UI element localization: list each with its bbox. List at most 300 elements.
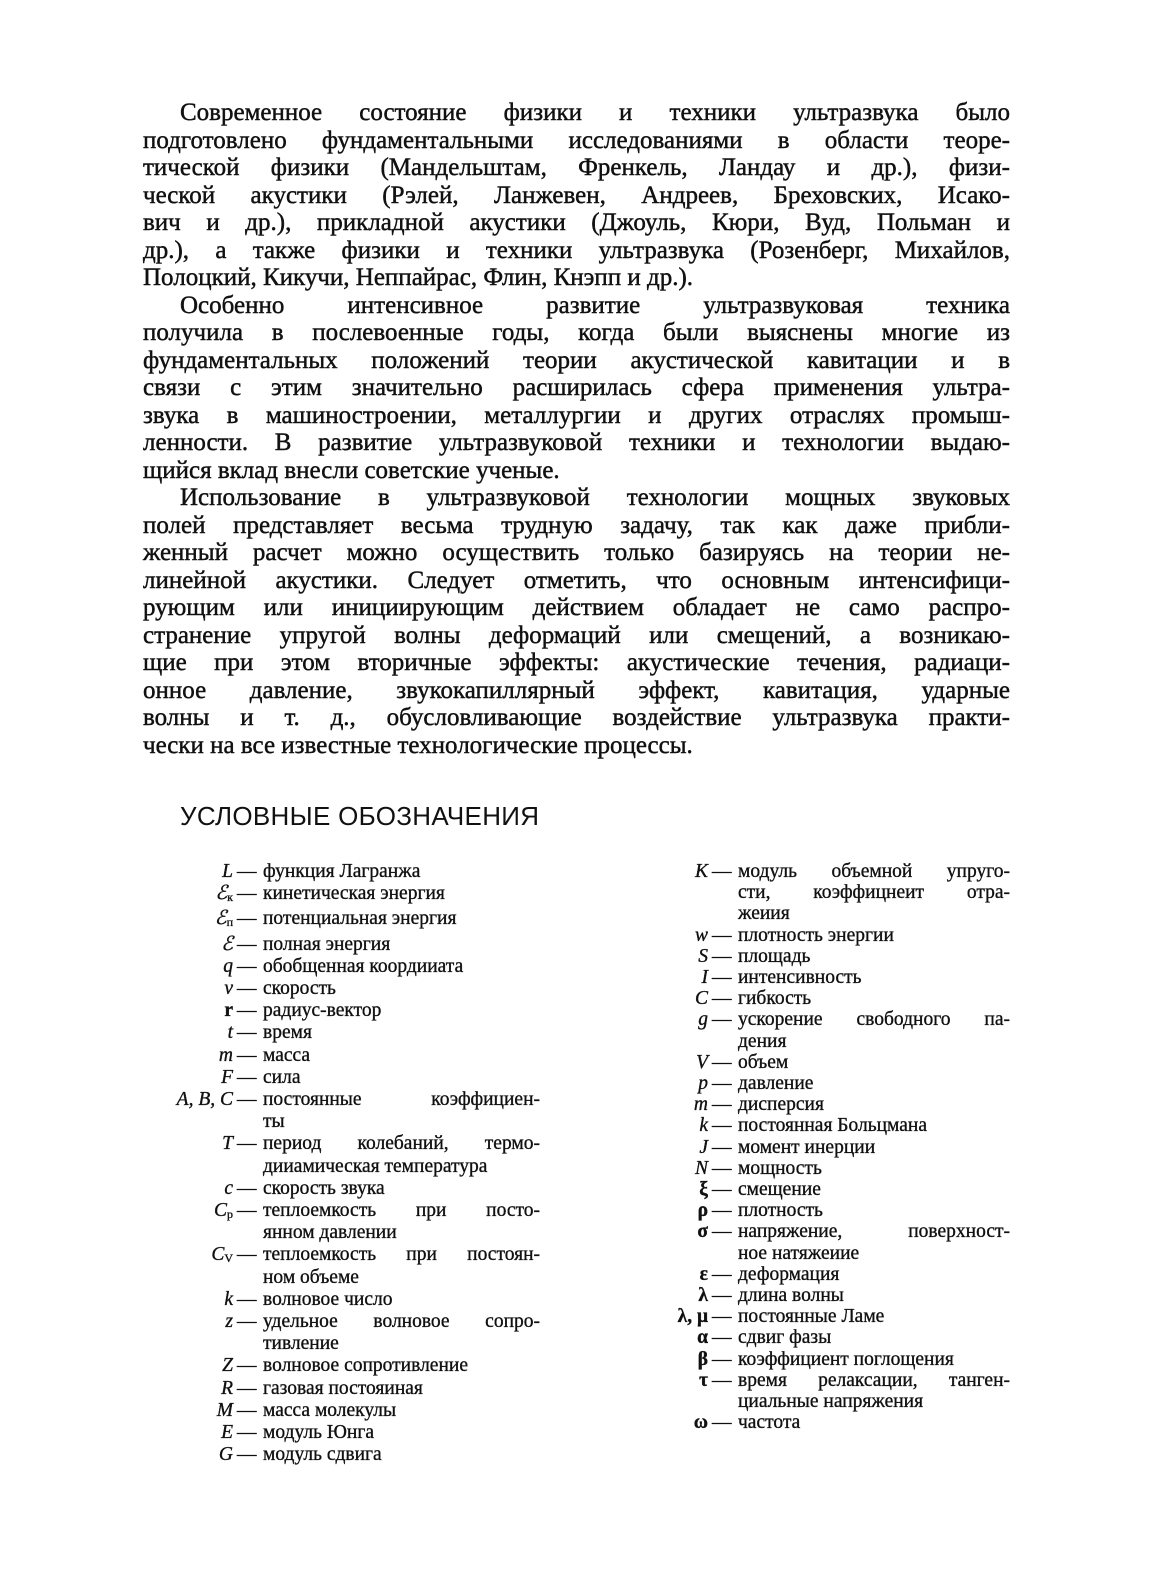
description-line: время релаксации, танген- <box>738 1369 1010 1391</box>
legend-entry <box>640 1285 1010 1306</box>
description-line: дисперсия <box>738 1094 824 1116</box>
legend-symbol <box>140 1378 237 1400</box>
description-line: объем <box>738 1051 789 1073</box>
legend-entry <box>640 1221 1010 1263</box>
text-line: связи с этим значительно расширилась сфера применения ультра- <box>143 374 1010 401</box>
dash: — <box>712 1051 732 1073</box>
legend-symbol <box>640 861 712 925</box>
legend-entry <box>140 1289 540 1311</box>
legend-symbol <box>640 1349 712 1370</box>
description-line: жеиия <box>738 903 790 925</box>
dash: — <box>237 933 257 955</box>
legend-entry <box>640 1073 1010 1094</box>
legend-entry <box>140 1444 540 1466</box>
description-line: напряжение, поверхност- <box>738 1221 1010 1243</box>
dash: — <box>237 1200 257 1222</box>
legend-entry <box>640 1306 1010 1327</box>
legend-description <box>263 1311 540 1355</box>
dash: — <box>237 1444 257 1466</box>
legend-right-column <box>640 861 1010 1433</box>
legend-symbol <box>140 1045 237 1067</box>
legend-entry <box>640 1412 1010 1433</box>
description-line: давление <box>738 1073 814 1095</box>
dash: — <box>237 861 257 882</box>
symbol-main: λ, μ <box>677 1306 708 1328</box>
symbol-main: C <box>211 1244 225 1266</box>
legend-description <box>263 956 540 978</box>
legend-symbol <box>640 1306 712 1327</box>
description-line: постоянные Ламе <box>738 1306 885 1328</box>
legend-entry <box>640 1327 1010 1348</box>
text-line: онное давление, звукокапиллярный эффект, кавитация, ударные <box>143 676 1010 704</box>
legend-entry <box>640 1115 1010 1136</box>
legend-description <box>738 1094 1010 1115</box>
symbol-main: z <box>225 1311 233 1333</box>
symbol-main: E <box>221 1422 233 1444</box>
description-line: период колебаний, термо- <box>263 1133 540 1155</box>
dash: — <box>237 1000 257 1022</box>
legend-description <box>738 1179 1010 1200</box>
legend-entry <box>140 1244 540 1288</box>
legend-description <box>263 1022 540 1044</box>
legend-symbol <box>640 1115 712 1136</box>
legend-entry <box>140 883 540 908</box>
symbol-main: g <box>698 1009 708 1031</box>
symbol-main: ℰ <box>221 933 233 955</box>
legend-symbol <box>140 908 237 933</box>
text-line: Полоцкий, Кикучи, Неппайрас, Флин, Кнэпп и др.). <box>143 264 694 291</box>
symbol-main: v <box>224 978 233 1000</box>
description-line: янном давлении <box>263 1222 397 1244</box>
legend-description <box>738 1052 1010 1073</box>
text-line: волны и т. д., обусловливающие воздействие ультразвука практи- <box>143 704 1010 731</box>
text-line: Современное состояние физики и техники ультразвука было <box>180 99 1010 126</box>
symbol-main: ℰ <box>214 908 227 930</box>
legend-symbol <box>640 988 712 1009</box>
legend-description <box>263 934 540 956</box>
description-line: полная энергия <box>263 933 391 955</box>
legend-entry <box>140 1045 540 1067</box>
legend-description <box>263 1378 540 1400</box>
dash: — <box>237 978 257 1000</box>
legend-description <box>738 925 1010 946</box>
description-line: функция Лагранжа <box>263 861 421 882</box>
text-line: тической физики (Мандельштам, Френкель, Ландау и др.), физи- <box>143 154 1010 181</box>
text-line: рующим или инициирующим действием обладает не само распро- <box>143 594 1010 621</box>
legend-symbol <box>140 1444 237 1466</box>
symbol-main: ε <box>699 1263 708 1285</box>
legend-description <box>263 1289 540 1311</box>
legend-description <box>738 1200 1010 1221</box>
legend-description <box>263 1400 540 1422</box>
description-line: модуль сдвига <box>263 1444 382 1466</box>
legend-description <box>263 1089 540 1133</box>
description-line: дения <box>738 1030 787 1052</box>
dash: — <box>712 1221 732 1243</box>
legend-entry <box>140 861 540 883</box>
symbol-main: T <box>222 1133 233 1155</box>
description-line: кинетическая энергия <box>263 883 445 905</box>
legend-title: УСЛОВНЫЕ ОБОЗНАЧЕНИЯ <box>180 801 540 831</box>
legend-entry <box>640 861 1010 925</box>
legend-entry <box>640 1200 1010 1221</box>
symbol-main: ℰ <box>215 883 228 905</box>
legend-symbol <box>140 1022 237 1044</box>
description-line: плотность энергии <box>738 924 894 946</box>
legend-description <box>738 946 1010 967</box>
description-line: постоянная Больцмана <box>738 1115 928 1137</box>
legend-description <box>263 1045 540 1067</box>
legend-description <box>738 1158 1010 1179</box>
legend-description <box>263 883 540 908</box>
description-line: деформация <box>738 1263 840 1285</box>
dash: — <box>237 1244 257 1266</box>
description-line: гибкость <box>738 988 812 1010</box>
dash: — <box>712 1009 732 1031</box>
dash: — <box>237 1377 257 1399</box>
legend-description <box>263 1067 540 1089</box>
legend-entry <box>140 1178 540 1200</box>
text-line: полей представляет весьма трудную задачу, так как даже прибли- <box>143 511 1010 539</box>
dash: — <box>237 908 257 930</box>
description-line: ты <box>263 1111 285 1133</box>
description-line: смещение <box>738 1179 821 1201</box>
dash: — <box>712 988 732 1010</box>
symbol-main: M <box>216 1399 233 1421</box>
legend-symbol <box>140 1244 237 1288</box>
legend-symbol <box>640 1264 712 1285</box>
legend-symbol <box>140 1089 237 1133</box>
legend-entry <box>640 988 1010 1009</box>
legend-symbol <box>640 1412 712 1433</box>
legend-entry <box>640 1264 1010 1285</box>
text-line: ческой акустики (Рэлей, Ланжевен, Андреев, Бреховских, Исако- <box>143 181 1010 209</box>
dash: — <box>712 1200 732 1222</box>
description-line: ускорение свободного па- <box>738 1009 1010 1031</box>
description-line: газовая постояиная <box>263 1377 423 1399</box>
legend-symbol <box>640 1179 712 1200</box>
legend-symbol <box>640 1327 712 1348</box>
legend-symbol <box>140 978 237 1000</box>
legend-entry <box>140 978 540 1000</box>
legend-symbol <box>140 956 237 978</box>
legend-symbol <box>640 1200 712 1221</box>
legend-description <box>738 1285 1010 1306</box>
symbol-main: J <box>699 1136 708 1158</box>
symbol-main: p <box>698 1073 708 1095</box>
text-line: Особенно интенсивное развитие ультразвуковая техника <box>180 291 1010 319</box>
body-text <box>143 99 1010 759</box>
legend-entry <box>140 1089 540 1133</box>
dash: — <box>237 1355 257 1377</box>
legend-symbol <box>140 1400 237 1422</box>
dash: — <box>712 945 732 967</box>
paragraph <box>143 99 1010 292</box>
dash: — <box>712 1179 732 1201</box>
dash: — <box>712 1073 732 1095</box>
description-line: циальные напряжения <box>738 1391 924 1413</box>
description-line: плотность <box>738 1200 823 1222</box>
legend-description <box>738 1073 1010 1094</box>
dash: — <box>237 1089 257 1111</box>
legend-entry <box>140 956 540 978</box>
legend-entry <box>140 1000 540 1022</box>
legend-entry <box>640 1179 1010 1200</box>
description-line: интенсивность <box>738 967 862 989</box>
text-line: подготовлено фундаментальными исследованиями в области теоре- <box>143 126 1010 154</box>
description-line: длина волны <box>738 1285 844 1307</box>
legend-entry <box>140 1133 540 1177</box>
description-line: волновое число <box>263 1288 393 1310</box>
symbol-main: τ <box>699 1369 708 1391</box>
symbol-main: N <box>694 1157 708 1179</box>
description-line: сдвиг фазы <box>738 1327 832 1349</box>
legend-entry <box>640 1370 1010 1412</box>
legend-description <box>738 988 1010 1009</box>
legend-entry <box>140 1355 540 1377</box>
dash: — <box>237 1288 257 1310</box>
description-line: дииамическая температура <box>263 1155 488 1177</box>
legend-entry <box>640 1158 1010 1179</box>
description-line: масса <box>263 1044 311 1066</box>
dash: — <box>237 1422 257 1444</box>
description-line: мощность <box>738 1157 822 1179</box>
legend-entry <box>140 934 540 956</box>
legend-symbol <box>640 967 712 988</box>
symbol-main: λ <box>698 1285 708 1307</box>
paragraph <box>143 484 1010 759</box>
text-line: щийся вклад внесли советские ученые. <box>143 456 560 484</box>
legend-entry <box>140 1200 540 1244</box>
legend-description <box>738 1221 1010 1263</box>
dash: — <box>712 1115 732 1137</box>
legend-description <box>263 908 540 933</box>
legend-description <box>263 1444 540 1466</box>
legend-symbol <box>640 1137 712 1158</box>
symbol-main: β <box>697 1348 708 1370</box>
legend-description <box>738 1327 1010 1348</box>
symbol-subscript: V <box>224 1251 233 1266</box>
symbol-main: w <box>694 924 708 946</box>
description-line: сти, коэффицнеит отра- <box>738 882 1010 904</box>
symbol-main: k <box>224 1288 233 1310</box>
legend-symbol <box>640 1073 712 1094</box>
legend-description <box>263 1178 540 1200</box>
symbol-subscript: п <box>226 915 233 930</box>
dash: — <box>237 955 257 977</box>
text-line: странение упругой волны деформаций или смещений, а возникаю- <box>143 621 1010 649</box>
legend-entry <box>140 1067 540 1089</box>
symbol-main: L <box>222 861 233 882</box>
symbol-subscript: p <box>227 1207 233 1222</box>
symbol-main: α <box>697 1327 708 1349</box>
legend-description <box>738 1370 1010 1412</box>
dash: — <box>237 1133 257 1155</box>
dash: — <box>712 1348 732 1370</box>
legend-symbol <box>640 1094 712 1115</box>
legend-symbol <box>640 1158 712 1179</box>
symbol-main: V <box>696 1051 708 1073</box>
legend-symbol <box>140 1000 237 1022</box>
legend-description <box>263 1355 540 1377</box>
symbol-main: σ <box>697 1221 708 1243</box>
symbol-main: R <box>221 1377 233 1399</box>
legend-entry <box>640 967 1010 988</box>
description-line: сила <box>263 1066 301 1088</box>
symbol-main: S <box>698 945 708 967</box>
legend-symbol <box>140 1311 237 1355</box>
symbol-main: G <box>218 1444 233 1466</box>
legend-symbol <box>140 1422 237 1444</box>
legend-description <box>738 861 1010 925</box>
dash: — <box>237 1066 257 1088</box>
description-line: площадь <box>738 945 811 967</box>
description-line: скорость <box>263 978 336 1000</box>
text-line: ленности. В развитие ультразвуковой техники и технологии выдаю- <box>143 429 1010 456</box>
symbol-main: q <box>223 955 233 977</box>
description-line: момент инерции <box>738 1136 876 1158</box>
legend-entry <box>640 1094 1010 1115</box>
dash: — <box>712 1327 732 1349</box>
dash: — <box>712 967 732 989</box>
description-line: теплоемкость при посто- <box>263 1200 540 1222</box>
legend-symbol <box>140 1289 237 1311</box>
symbol-main: C <box>694 988 708 1010</box>
text-line: звука в машиностроении, металлургии и других отраслях промыш- <box>143 401 1010 429</box>
symbol-main: t <box>227 1022 233 1044</box>
dash: — <box>237 1177 257 1199</box>
legend-description <box>738 1115 1010 1136</box>
text-line: линейной акустики. Следует отметить, что основным интенсифици- <box>143 566 1010 594</box>
symbol-main: Z <box>222 1355 233 1377</box>
text-line: чески на все известные технологические процессы. <box>143 731 693 759</box>
dash: — <box>712 1306 732 1328</box>
dash: — <box>712 1263 732 1285</box>
dash: — <box>712 1136 732 1158</box>
text-line: Использование в ультразвуковой технологии мощных звуковых <box>180 484 1010 511</box>
legend-entry <box>140 1422 540 1444</box>
legend-symbol <box>640 1370 712 1412</box>
legend-entry <box>640 1349 1010 1370</box>
description-line: модуль Юнга <box>263 1422 374 1444</box>
legend-entry <box>640 1052 1010 1073</box>
dash: — <box>237 1399 257 1421</box>
legend-entry <box>140 1400 540 1422</box>
legend-left-column <box>140 861 540 1466</box>
legend-description <box>263 1422 540 1444</box>
legend-symbol <box>640 1221 712 1263</box>
legend-description <box>738 1349 1010 1370</box>
description-line: время <box>263 1022 312 1044</box>
legend-symbol <box>140 1200 237 1244</box>
description-line: теплоемкость при постоян- <box>263 1244 540 1266</box>
legend-entry <box>640 1137 1010 1158</box>
symbol-main: I <box>701 967 708 989</box>
description-line: радиус-вектор <box>263 1000 382 1022</box>
description-line: ном объеме <box>263 1266 359 1288</box>
symbol-main: ξ <box>699 1179 708 1201</box>
legend-description <box>263 978 540 1000</box>
description-line: ное натяжеиие <box>738 1242 860 1264</box>
legend-entry <box>640 925 1010 946</box>
legend-symbol <box>140 934 237 956</box>
symbol-main: c <box>224 1177 233 1199</box>
dash: — <box>712 1412 732 1434</box>
legend-description <box>263 1133 540 1177</box>
description-line: постоянные коэффициен- <box>263 1089 540 1111</box>
symbol-main: C <box>213 1200 227 1222</box>
description-line: скорость звука <box>263 1177 385 1199</box>
text-line: др.), а также физики и техники ультразвука (Розенберг, Михайлов, <box>143 236 1010 264</box>
text-line: фундаментальных положений теории акустической кавитации и в <box>143 346 1010 374</box>
symbol-main: F <box>221 1066 233 1088</box>
legend-description <box>738 1412 1010 1433</box>
text-line: вич и др.), прикладной акустики (Джоуль, Кюри, Вуд, Польман и <box>143 209 1010 236</box>
legend-entry <box>140 1311 540 1355</box>
symbol-main: m <box>693 1094 708 1116</box>
legend-entry <box>140 908 540 933</box>
dash: — <box>237 1022 257 1044</box>
legend-symbol <box>640 1285 712 1306</box>
dash: — <box>712 1285 732 1307</box>
legend-symbol <box>140 1133 237 1177</box>
dash: — <box>712 924 732 946</box>
symbol-main: K <box>694 861 708 882</box>
symbol-subscript: к <box>227 890 233 905</box>
legend-description <box>263 1000 540 1022</box>
legend-symbol <box>140 883 237 908</box>
legend-symbol <box>140 1067 237 1089</box>
dash: — <box>712 1157 732 1179</box>
legend-entry <box>140 1022 540 1044</box>
legend-description <box>263 861 540 883</box>
legend-symbol <box>140 1355 237 1377</box>
dash: — <box>237 883 257 905</box>
paragraph <box>143 292 1010 485</box>
legend-description <box>263 1200 540 1244</box>
text-line: получила в послевоенные годы, когда были выяснены многие из <box>143 319 1010 346</box>
legend-symbol <box>640 946 712 967</box>
symbol-main: A, B, C <box>176 1089 233 1111</box>
description-line: частота <box>738 1412 801 1434</box>
legend-symbol <box>140 861 237 883</box>
symbol-main: ρ <box>697 1200 708 1222</box>
dash: — <box>237 1044 257 1066</box>
legend-description <box>738 1137 1010 1158</box>
description-line: масса молекулы <box>263 1399 397 1421</box>
description-line: обобщенная коордииата <box>263 955 464 977</box>
dash: — <box>712 861 732 882</box>
symbol-main: k <box>699 1115 708 1137</box>
legend-description <box>263 1244 540 1288</box>
symbol-main: ω <box>693 1412 708 1434</box>
legend-description <box>738 1009 1010 1051</box>
legend-symbol <box>640 1052 712 1073</box>
description-line: удельное волновое сопро- <box>263 1311 540 1333</box>
legend-symbol <box>640 1009 712 1051</box>
legend-symbol <box>140 1178 237 1200</box>
description-line: потенциальная энергия <box>263 908 457 930</box>
description-line: тивление <box>263 1333 339 1355</box>
dash: — <box>237 1311 257 1333</box>
legend-entry <box>140 1378 540 1400</box>
description-line: волновое сопротивление <box>263 1355 468 1377</box>
legend-entry <box>640 1009 1010 1051</box>
description-line: модуль объемной упруго- <box>738 861 1010 882</box>
text-line: щие при этом вторичные эффекты: акустические течения, радиаци- <box>143 649 1010 676</box>
dash: — <box>712 1094 732 1116</box>
legend-entry <box>640 946 1010 967</box>
